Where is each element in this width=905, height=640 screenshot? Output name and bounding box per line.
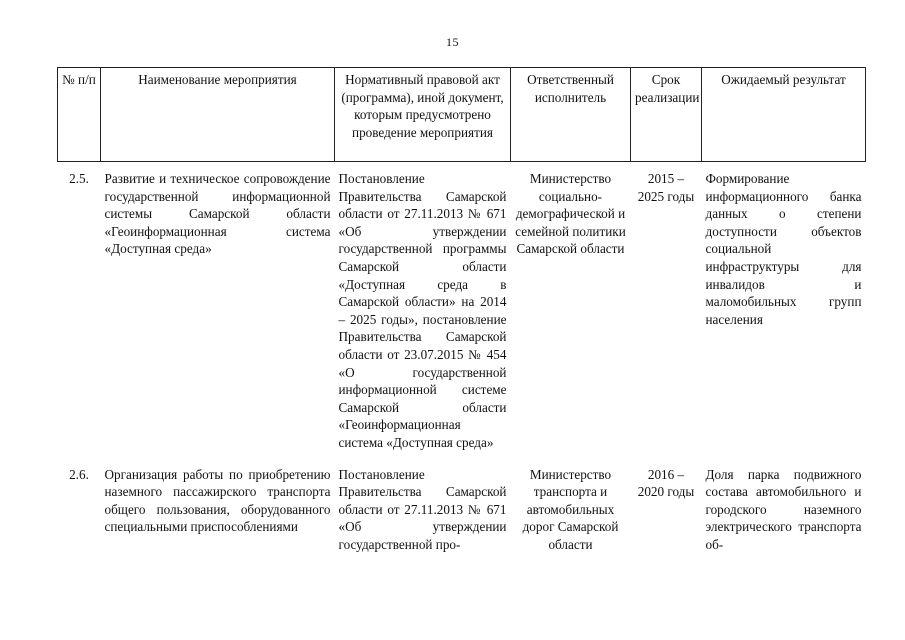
table-row bbox=[58, 162, 866, 460]
header-measure-name: Наименование мероприятия bbox=[101, 68, 335, 162]
page-number: 15 bbox=[446, 35, 459, 49]
executor: Министерство транспорта и автомобильных дорог Самарской области bbox=[522, 466, 619, 552]
row-number: 2.6. bbox=[69, 466, 89, 482]
measures-table bbox=[57, 67, 866, 561]
table-row bbox=[58, 460, 866, 562]
measure-name: Развитие и техническое сопровождение государственной информационной системы Самарской области «Геоинформационная система «Доступная среда» bbox=[104, 171, 331, 257]
header-term: Срок реализации bbox=[631, 68, 702, 162]
measure-name: Организация работы по приобретению наземного пассажирского транспорта общего пользования, оборудованного специальными приспособлениями bbox=[104, 466, 331, 535]
legal-act: Постановление Правительства Самарской области от 27.11.2013 № 671 «Об утверждении государственной программы Самарской области «Доступная среда в Самарской области» на 2014 – 2025 годы», постановление Правительства Самарской области от 23.07.2015 № 454 «О государственной информационной системе Самарской области «Геоинформационная система «Доступная среда» bbox=[338, 171, 507, 450]
expected-result: Формирование информационного банка данных о степени доступности объектов социальной инфраструктуры для инвалидов и маломобильных групп населения bbox=[705, 171, 862, 327]
header-expected-result: Ожидаемый результат bbox=[702, 68, 866, 162]
row-number: 2.5. bbox=[69, 171, 89, 186]
table-header-row bbox=[58, 68, 866, 162]
header-executor: Ответственный исполнитель bbox=[511, 68, 631, 162]
legal-act: Постановление Правительства Самарской области от 27.11.2013 № 671 «Об утверждении государственной про- bbox=[338, 466, 507, 552]
term: 2016 – 2020 годы bbox=[637, 466, 695, 500]
term: 2015 – 2025 годы bbox=[637, 171, 695, 204]
header-number: № п/п bbox=[58, 68, 101, 162]
executor: Министерство социально-демографической и семейной политики Самарской области bbox=[515, 171, 626, 257]
expected-result: Доля парка подвижного состава автомобильного и городского наземного электрического транспорта об- bbox=[705, 466, 862, 552]
header-legal-act: Нормативный правовой акт (программа), иной документ, которым предусмотрено проведение мероприятия bbox=[335, 68, 511, 162]
